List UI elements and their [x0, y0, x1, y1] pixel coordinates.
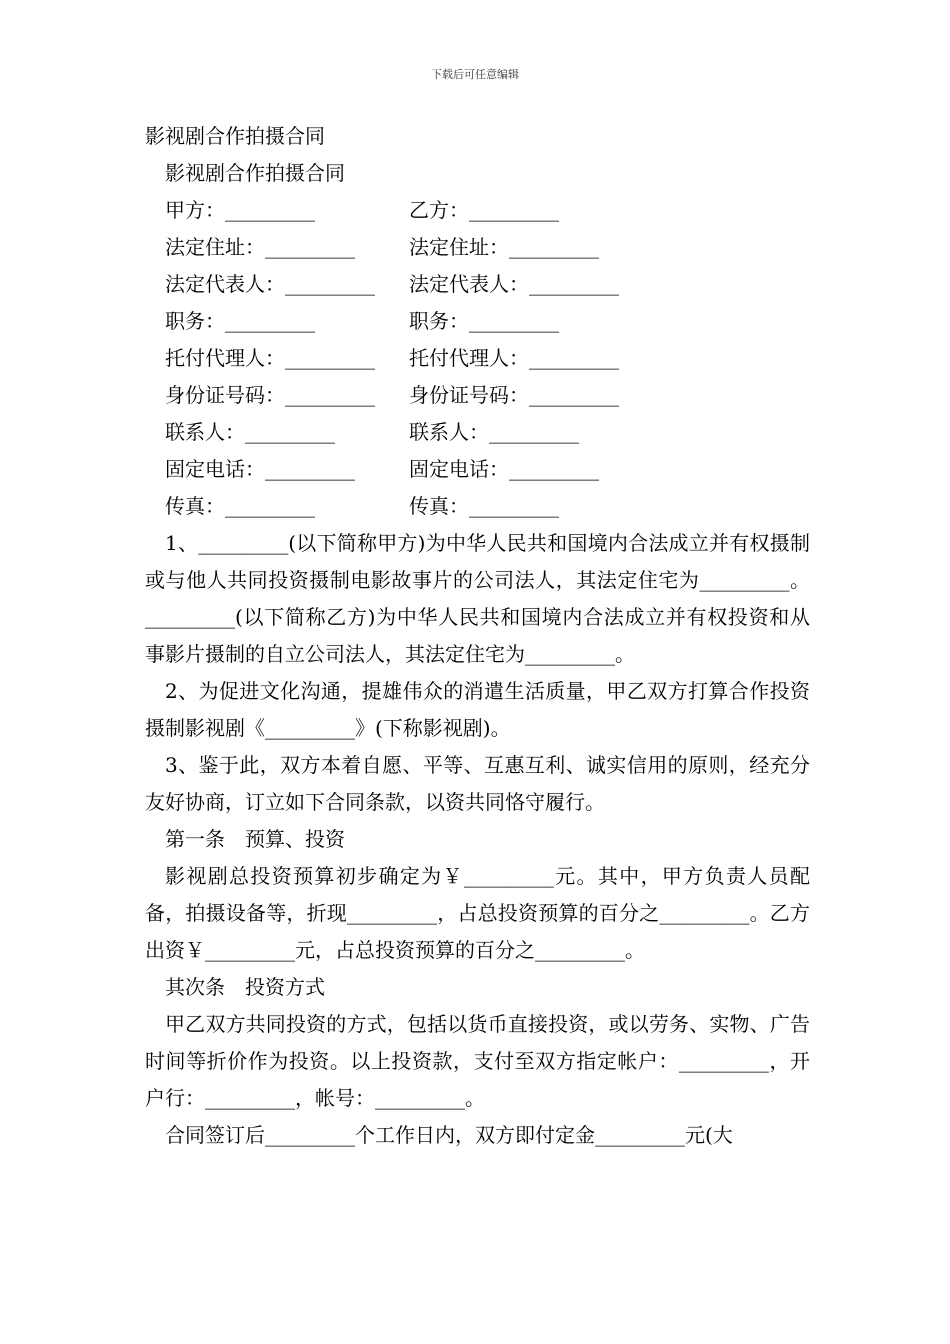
party-row: [145, 451, 810, 488]
party-a-field: 法定住址：_________: [165, 235, 355, 259]
party-row: [145, 414, 810, 451]
document-title: 影视剧合作拍摄合同: [145, 124, 325, 148]
party-row: [145, 340, 810, 377]
party-b-field: 托付代理人：_________: [409, 346, 619, 370]
party-a-field: 甲方：_________: [165, 198, 315, 222]
party-row: [145, 303, 810, 340]
party-a-field: 联系人：_________: [165, 420, 335, 444]
party-info-table: [145, 192, 810, 525]
party-b-field: 固定电话：_________: [409, 457, 599, 481]
party-row: [145, 266, 810, 303]
party-b-field: 乙方：_________: [409, 198, 559, 222]
party-b-field: 身份证号码：_________: [409, 383, 619, 407]
article-2-body-continued: 合同签订后_________个工作日内，双方即付定金_________元(大: [165, 1123, 733, 1147]
contract-subtitle: 影视剧合作拍摄合同: [165, 161, 345, 185]
party-b-field: 传真：_________: [409, 494, 559, 518]
party-a-field: 法定代表人：_________: [165, 272, 375, 296]
party-a-field: 固定电话：_________: [165, 457, 355, 481]
page-header: 下载后可任意编辑: [431, 68, 519, 81]
party-a-field: 身份证号码：_________: [165, 383, 375, 407]
party-a-field: 托付代理人：_________: [165, 346, 375, 370]
paragraph-3: 3、鉴于此，双方本着自愿、平等、互惠互利、诚实信用的原则，经充分友好协商，订立如下合同条款，以资共同恪守履行。: [145, 753, 810, 814]
party-row: [145, 377, 810, 414]
party-a-field: 传真：_________: [165, 494, 315, 518]
article-1-heading: 第一条 预算、投资: [165, 827, 345, 851]
paragraph-1: 1、_________(以下简称甲方)为中华人民共和国境内合法成立并有权摄制或与他人共同投资摄制电影故事片的公司法人，其法定住宅为_________。_________(以下简称乙方)为中华人民共和国境内合法成立并有权投资和从事影片摄制的自立公司法人，其法定住宅为_________。: [145, 531, 810, 666]
party-row: [145, 488, 810, 525]
article-1-body: 影视剧总投资预算初步确定为￥_________元。其中，甲方负责人员配备，拍摄设备等，折现_________，占总投资预算的百分之_________。乙方出资￥_________元，占总投资预算的百分之_________。: [145, 864, 810, 962]
article-2-heading: 其次条 投资方式: [165, 975, 325, 999]
document-body: [145, 118, 810, 1154]
party-b-field: 职务：_________: [409, 309, 559, 333]
article-2-body: 甲乙双方共同投资的方式，包括以货币直接投资，或以劳务、实物、广告时间等折价作为投资。以上投资款，支付至双方指定帐户：_________，开户行：_________，帐号：_________。: [145, 1012, 810, 1110]
party-a-field: 职务：_________: [165, 309, 315, 333]
party-row: [145, 192, 810, 229]
party-b-field: 联系人：_________: [409, 420, 579, 444]
paragraph-2: 2、为促进文化沟通，提雄伟众的消遣生活质量，甲乙双方打算合作投资摄制影视剧《_________》(下称影视剧)。: [145, 679, 810, 740]
party-row: [145, 229, 810, 266]
party-b-field: 法定代表人：_________: [409, 272, 619, 296]
party-b-field: 法定住址：_________: [409, 235, 599, 259]
